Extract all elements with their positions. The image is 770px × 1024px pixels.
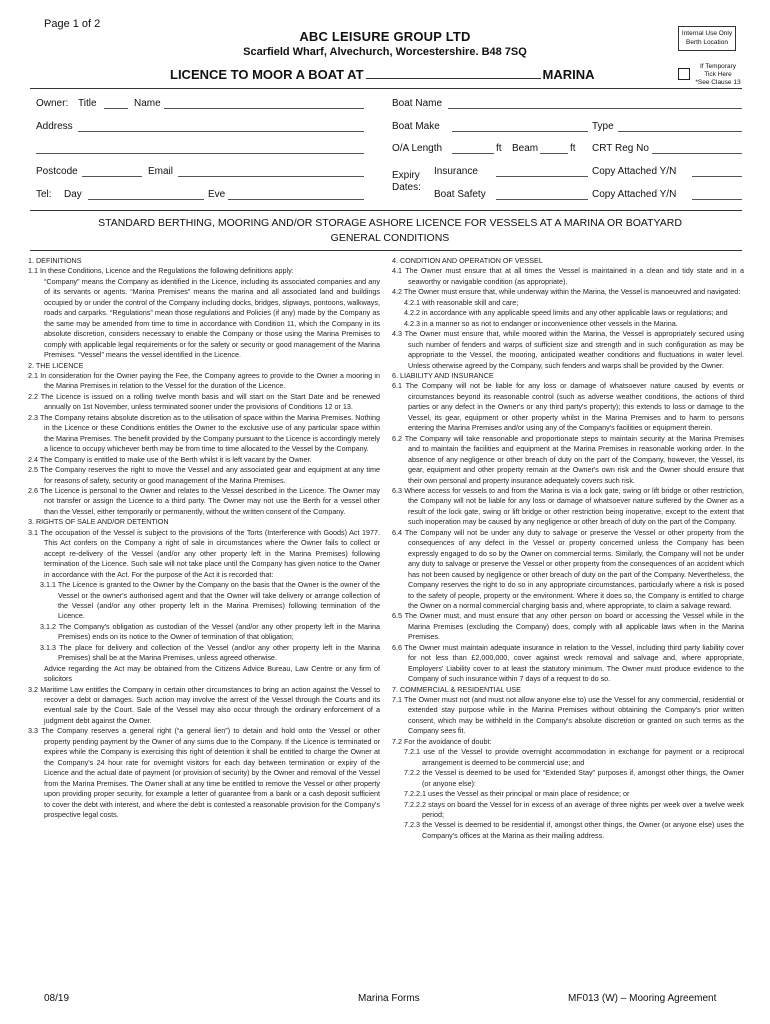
page-number: Page 1 of 2 [44,18,101,30]
insurance-label: Insurance [434,166,478,177]
postcode-label: Postcode [36,166,78,177]
title-field[interactable] [104,108,128,109]
clause-paragraph: 2.1 In consideration for the Owner paying the Fee, the Company agrees to provide to the Owner a mooring in the Marina Premises in relation to the Vessel for the duration of the Licence. [28,370,380,391]
address-field-2[interactable] [36,153,364,154]
clause-paragraph: 6. LIABILITY AND INSURANCE [392,370,494,380]
clause-paragraph: 3.1.1 The Licence is granted to the Owner by the Company on the basis that the Owner is the owner of the Vessel or the owner's authorised agent and that the Owner will take delivery or arrange collection of the Vessel (and/or any other property left in the Marina Premises) following termination of the Licence. [40,580,380,621]
beam-label: Beam [512,143,539,154]
insurance-copy-label: Copy Attached Y/N [592,166,677,177]
ft-label-1: ft [496,143,502,154]
address-field-1[interactable] [78,131,364,132]
licence-title-suffix: MARINA [542,67,595,82]
clause-paragraph: 3.3 The Company reserves a general right (“a general lien”) to detain and hold onto the Vessel or other property pending payment by the Owner of any sums due to the Company. If the Licence is terminated or expires while the Company is exercising this right of detention it shall be entitled to charge the Owner at the Company's 24 hour rate for overnight visitors for each day between termination or expiry of the Licence and the actual date of payment (or provision of security) by the Owner and removal of the Vessel from the Marina Premises. The Owner shall at any time be entitled to remove the Vessel or other property upon providing proper security, for example a letter of guarantee from a bank or a cash deposit sufficient to cover the debt with interest, and where the debt is contested a reasonable provision for the Company's prospective legal costs. [28,726,380,820]
oa-length-label: O/A Length [392,143,443,154]
address-label: Address [36,121,73,132]
internal-use-box [678,26,736,51]
clause-paragraph: 3.2 Maritime Law entitles the Company in certain other circumstances to bring an action against the Vessel to recover a debt or damages. Such action may involve the arrest of the Vessel through the Courts and its eventual sale by the Court. Sale of the Vessel may also occur through the ordinary enforcement of a judgment debt against the Owner. [28,684,380,725]
email-label: Email [148,166,174,177]
clause-paragraph: 7.2 For the avoidance of doubt: [392,736,492,746]
clause-paragraph: 2.5 The Company reserves the right to move the Vessel and any associated gear and equipment at any time for reasons of safety, security or good management of the Marina Premises. [28,465,380,485]
boat-name-field[interactable] [448,108,742,109]
clause-paragraph: 7.1 The Owner must not (and must not allow anyone else to) use the Vessel for any commercial, residential or extended stay purpose while in the Marina Premises without obtaining the Company's prior written consent, which may be withheld in the Company's absolute discretion or granted on such terms as the Company sees fit. [392,695,744,736]
clause-paragraph: 3.1.2 The Company's obligation as custodian of the Vessel (and/or any other property left in the Marina Premises) ends on its notice to the Owner of termination of that obligation; [40,621,380,642]
footer-form-category: Marina Forms [358,993,420,1004]
clause-paragraph: 6.2 The Company will take reasonable and proportionate steps to maintain security at the Marina Premises and to maintain the facilities and equipment at the Marina Premises in reasonable working order. In the absence of any negligence or other breach of duty on the part of the Company, however, the Vessel, its gear, equipment and other property remain at the Owner's own risk and the Owner should ensure that their own personal and property insurance adequately covers such risk. [392,433,744,485]
clause-paragraph: “Company” means the Company as identified in the Licence, including its associated companies and any of its servants or agents. “Marina Premises” means the marina and all associated land and buildings occupied by or under the control of the Company including docks, bridges, slipways, pontoons, walkways, roads and carparks. “Regulations” mean those regulations and Policies (if any) made by the Company as the same may be amended from time to time in accordance with Condition 11, which the Company in its absolute discretion, considers necessary to enable the Company or those using the Marina Premises to comply with applicable legal requirements or for the safety or security or good management of the Marina Premises. “Vessel” means the vessel identified in the Licence. [44,276,380,360]
clause-paragraph: 4.2.3 in a manner so as not to endanger or inconvenience other vessels in the Marina. [404,318,678,328]
temporary-checkbox[interactable] [678,68,690,80]
header-divider [30,88,742,89]
company-name: ABC LEISURE GROUP LTD [299,29,471,44]
marina-name-field[interactable] [366,67,541,79]
clause-paragraph: 4.1 The Owner must ensure that at all times the Vessel is maintained in a clean and tidy state and in a seaworthy or navigable condition (as appropriate). [392,266,744,286]
boat-make-label: Boat Make [392,121,440,132]
crt-reg-field[interactable] [652,153,742,154]
temp-line-1: If Temporary [699,63,736,70]
boat-safety-copy-field[interactable] [692,199,742,200]
footer-date: 08/19 [44,993,70,1004]
day-phone-field[interactable] [88,199,204,200]
email-field[interactable] [178,176,364,177]
clause-paragraph: 4. CONDITION AND OPERATION OF VESSEL [392,256,543,265]
clause-paragraph: 7.2.2 the Vessel is deemed to be used for “Extended Stay” purposes if, amongst other things, the Owner (or anyone else): [404,768,744,788]
temp-line-3: *See Clause 13 [695,79,741,86]
clause-paragraph: 7.2.1 use of the Vessel to provide overnight accommodation in exchange for payment or a reciprocal arrangement is deemed to be commercial use; and [404,747,744,767]
conditions-left-column [28,256,380,820]
title-label: Title [78,98,97,109]
clause-paragraph: 7.2.2.1 uses the Vessel as their principal or main place of residence; or [404,789,630,799]
conditions-title-line-2: GENERAL CONDITIONS [330,232,450,244]
clause-paragraph: 7. COMMERCIAL & RESIDENTIAL USE [392,684,521,694]
clause-paragraph: 1. DEFINITIONS [28,256,82,265]
insurance-copy-field[interactable] [692,176,742,177]
oa-length-field[interactable] [452,153,494,154]
clause-paragraph: 2.6 The Licence is personal to the Owner and relates to the Vessel described in the Licence. The Owner may not transfer or assign the Licence to a third party. The Owner may not use the Berth for a vessel other than the Vessel, either temporarily or permanently, without the written consent of the Company. [28,485,380,516]
form-divider [30,210,742,211]
conditions-title [60,216,720,246]
company-address: Scarfield Wharf, Alvechurch, Worcestershire. B48 7SQ [243,46,527,58]
expiry-label: Expiry [392,170,420,181]
clause-paragraph: 7.2.2.2 stays on board the Vessel for in excess of an average of three nights per week over a twelve week period; [404,799,744,820]
day-label: Day [64,189,82,200]
conditions-right-column [392,256,744,841]
clause-paragraph: 3. RIGHTS OF SALE AND/OR DETENTION [28,517,169,527]
boat-make-field[interactable] [452,131,588,132]
clause-paragraph: 6.1 The Company will not be liable for any loss or damage of whatsoever nature caused by events or circumstances beyond its reasonable control (such as adverse weather conditions, the actions of third parties or any defect in the Owner's or any third party's property); this extends to loss or damage to the Vessel, its gear, equipment or other property whilst in the Marina Premises and to harm to persons entering the Marina Premises and/or using any of the Company's facilities or equipment therein. [392,381,744,433]
clause-paragraph: 2.3 The Company retains absolute discretion as to the utilisation of space within the Marina Premises. Nothing in the Licence or these Conditions entitles the Owner to the exclusive use of any particular space within the Marina Premises. The benefit provided by the Company pursuant to the Licence is accordingly merely a licence to occupy whichever berth may be from time to time allocated to the Vessel by the Company. [28,412,380,454]
beam-field[interactable] [540,153,568,154]
boat-safety-label: Boat Safety [434,189,486,200]
crt-reg-label: CRT Reg No [592,143,649,154]
ft-label-2: ft [570,143,576,154]
type-label: Type [592,121,614,132]
clause-paragraph: Advice regarding the Act may be obtained from the Citizens Advice Bureau, Law Centre or any firm of solicitors [44,663,380,684]
name-label: Name [134,98,161,109]
eve-phone-field[interactable] [228,199,364,200]
eve-label: Eve [208,189,226,200]
footer-form-id: MF013 (W) – Mooring Agreement [568,993,717,1004]
boat-safety-field[interactable] [496,199,588,200]
boat-safety-copy-label: Copy Attached Y/N [592,189,677,200]
clause-paragraph: 4.2 The Owner must ensure that, while underway within the Marina, the Vessel is manoeuvred and navigated: [392,287,741,297]
conditions-title-line-1: STANDARD BERTHING, MOORING AND/OR STORAGE ASHORE LICENCE FOR VESSELS AT A MARINA OR BOATYARD [98,217,682,229]
dates-label: Dates: [392,182,421,193]
clause-paragraph: 2.2 The Licence is issued on a rolling twelve month basis and will start on the Start Date and be renewed annually on 1st November, unless terminated sooner under the provisions of Conditions 12 or 13. [28,391,380,412]
licence-title-prefix: LICENCE TO MOOR A BOAT AT [170,67,364,82]
conditions-divider [30,250,742,251]
clause-paragraph: 2.4 The Company is entitled to make use of the Berth whilst it is left vacant by the Owner. [28,454,312,464]
boat-name-label: Boat Name [392,98,443,109]
insurance-field[interactable] [496,176,588,177]
temp-line-2: Tick Here [704,71,732,78]
clause-paragraph: 2. THE LICENCE [28,360,84,370]
internal-use-label: Internal Use Only [681,30,733,37]
type-field[interactable] [618,131,742,132]
name-field[interactable] [164,108,364,109]
berth-location-label: Berth Location [686,39,728,46]
clause-paragraph: 7.2.3 the Vessel is deemed to be residential if, amongst other things, the Owner (or anyone else) uses the Company's offices at the Marina as their mailing address. [404,820,744,840]
clause-paragraph: 3.1.3 The place for delivery and collection of the Vessel (and/or any other property left in the Marina Premises) shall be at the Marina Premises, unless agreed otherwise. [40,642,380,663]
clause-paragraph: 4.2.2 in accordance with any applicable speed limits and any other applicable laws or regulations; and [404,308,728,318]
clause-paragraph: 3.1 The occupation of the Vessel is subject to the provisions of the Torts (Interference with Goods) Act 1977. This Act confers on the Company a right of sale in circumstances where the Owner fails to collect or accept re-delivery of the Vessel (and/or any other property left in the Marina Premises) following termination of the Licence. Such sale will not take place until the Company has given notice to the Owner in accordance with the Act. For the purpose of the Act it is recorded that: [28,527,380,579]
clause-paragraph: 4.3 The Owner must ensure that, while moored within the Marina, the Vessel is appropriately secured using such number of fenders and warps of sufficient size and strength and in such configuration as may be appropriate to the Vessel, the mooring, anticipated weather conditions and fluctuations in water level. Unless otherwise agreed by the Company, such fenders and warps shall be provided by the Owner. [392,329,744,370]
clause-paragraph: 1.1 In these Conditions, Licence and the Regulations the following definitions apply: [28,266,294,276]
clause-paragraph: 6.3 Where access for vessels to and from the Marina is via a lock gate, swing or lift bridge or other restriction, the Company will not be liable for any loss or damage of whatsoever nature suffered by the Owner as a result of the lock gate, swing or lift bridge or other restriction being inoperative, except to the extent that such inoperation may be caused by any negligence or other breach of duty on the part of the Company. [392,485,744,527]
clause-paragraph: 6.5 The Owner must, and must ensure that any other person on board or accessing the Vessel while in the Marina Premises (excluding the Company) does, comply with all applicable laws when in the Marina Premises. [392,611,744,642]
clause-paragraph: 4.2.1 with reasonable skill and care; [404,297,519,307]
clause-paragraph: 6.4 The Company will not be under any duty to salvage or preserve the Vessel or other property from the consequences of any defect in the Vessel or property concerned unless the Company has been expressly engaged to do so by the Owner on commercial terms. Similarly, the Company will not be under any duty to salvage or preserve the Vessel or other property from the consequences of an accident which has not been caused by negligence or other breach of duty on the part of the Company. Nevertheless, the Company reserves the right to do so in any appropriate circumstances, particularly where a risk is posed to the safety of people, property or the environment. Where it does so, the Company is entitled to charge the Owner on a normal commercial charging basis and, where appropriate, to claim a salvage reward. [392,527,744,610]
tel-label: Tel: [36,189,52,200]
postcode-field[interactable] [82,176,142,177]
owner-label: Owner: [36,98,69,109]
licence-title [170,67,595,82]
temporary-label [694,63,742,87]
clause-paragraph: 6.6 The Owner must maintain adequate insurance in relation to the Vessel, including third party liability cover for not less than £2,000,000, cover against wreck removal and salvage and, where appropriate, Employers' Liability cover to at least the statutory minimum. The Owner must produce evidence to the Company of such insurance within 7 days of a request to do so. [392,642,744,684]
